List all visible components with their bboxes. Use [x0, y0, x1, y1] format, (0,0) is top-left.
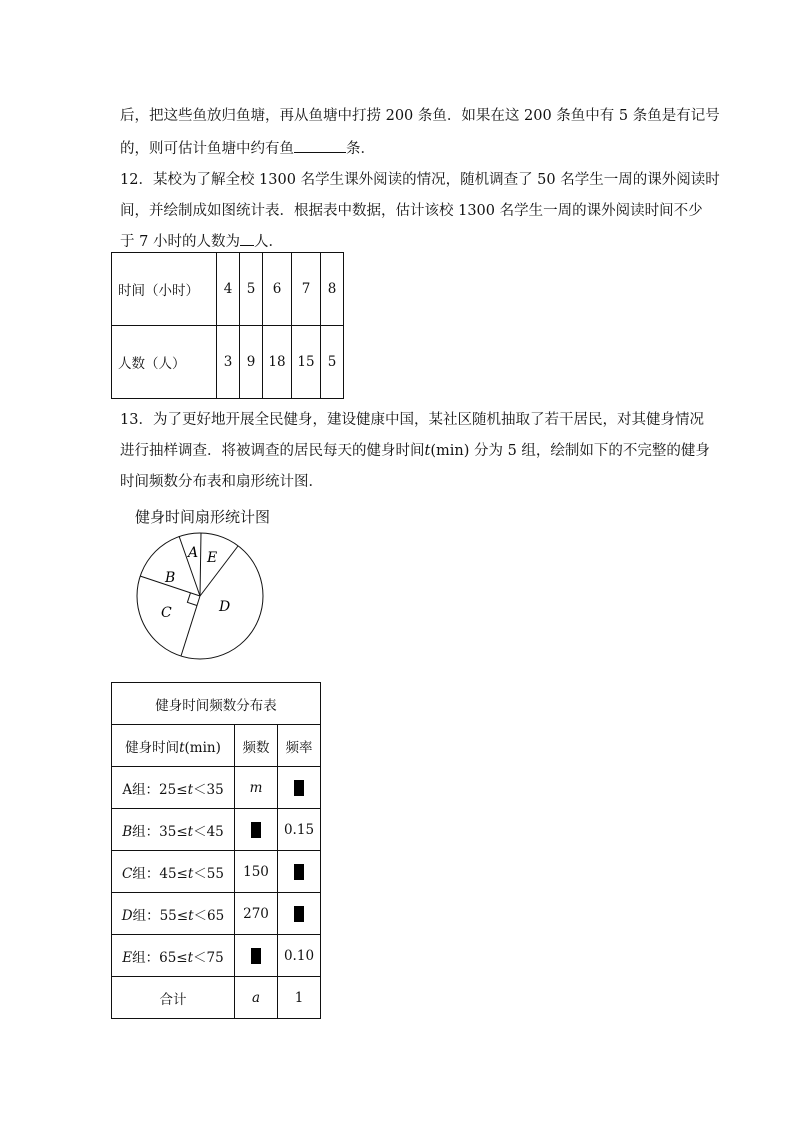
- total-label: 合计: [112, 977, 235, 1019]
- frequency-cell: m: [235, 767, 278, 809]
- group-range: 组：65≤: [132, 949, 188, 966]
- count-cell: 5: [321, 326, 344, 399]
- count-cell: 3: [217, 326, 240, 399]
- variable-t: t: [187, 781, 193, 798]
- pie-label-a: A: [188, 545, 199, 561]
- total-frequency: a: [235, 977, 278, 1019]
- rate-cell: [278, 893, 321, 935]
- variable-t: t: [179, 739, 185, 756]
- blank-box: [294, 906, 304, 922]
- pie-label-e: E: [207, 550, 218, 566]
- group-range: 组：55≤: [132, 907, 189, 924]
- group-letter: C: [122, 865, 133, 882]
- row-label-count: 人数（人）: [112, 326, 217, 399]
- table-row: [112, 253, 344, 326]
- group-range: 组：25≤: [132, 781, 188, 798]
- blank-box: [294, 864, 304, 880]
- hour-cell: 4: [217, 253, 240, 326]
- header-time: [112, 725, 235, 767]
- q11-line-2-end: 条．: [346, 141, 375, 157]
- frequency-cell: 270: [235, 893, 278, 935]
- group-letter: B: [122, 823, 133, 840]
- reading-time-table: [111, 252, 344, 399]
- group-range-end: ＜55: [193, 865, 224, 882]
- group-cell: [112, 809, 235, 851]
- frequency-cell: [235, 935, 278, 977]
- group-range: 组：45≤: [132, 865, 188, 882]
- variable-t: t: [187, 949, 194, 966]
- q12-line-3: [120, 230, 283, 251]
- q11-line-2: [120, 137, 375, 158]
- header-rate: 频率: [278, 725, 321, 767]
- pie-divider: [200, 533, 201, 596]
- hour-cell: 5: [240, 253, 263, 326]
- pie-label-c: C: [161, 605, 172, 621]
- q13-line-2: [120, 439, 710, 460]
- table-row: [112, 893, 321, 935]
- total-rate: 1: [278, 977, 321, 1019]
- group-letter: D: [121, 907, 133, 924]
- group-cell: [112, 851, 235, 893]
- count-cell: 15: [292, 326, 321, 399]
- q12-line-3-end: 人．: [253, 234, 283, 250]
- table-title-row: [112, 683, 321, 725]
- header-time-text: 健身时间: [125, 739, 180, 756]
- table-row: [112, 767, 321, 809]
- rate-cell: [278, 851, 321, 893]
- table-title: 健身时间频数分布表: [112, 683, 321, 725]
- group-range-end: ＜75: [193, 949, 224, 966]
- table-total-row: [112, 977, 321, 1019]
- hour-cell: 8: [321, 253, 344, 326]
- q13-line-2-end: (min) 分为 5 组，绘制如下的不完整的健身: [430, 443, 710, 459]
- q12-line-2: 间，并绘制成如图统计表．根据表中数据，估计该校 1300 名学生一周的课外阅读时间不少: [120, 203, 703, 219]
- q13-line-2-text: 进行抽样调查．将被调查的居民每天的健身时间: [120, 443, 425, 459]
- table-row: [112, 935, 321, 977]
- group-cell: [112, 767, 235, 809]
- table-header-row: [112, 725, 321, 767]
- pie-label-d: D: [219, 599, 231, 615]
- group-range-end: ＜35: [193, 781, 224, 798]
- q13-line-3: 时间频数分布表和扇形统计图．: [120, 474, 323, 490]
- group-range-end: ＜65: [193, 907, 225, 924]
- q12-line-3-text: 于 7 小时的人数为: [120, 234, 240, 250]
- answer-blank: [240, 233, 254, 246]
- variable-t: t: [187, 865, 194, 882]
- pie-chart-title: 健身时间扇形统计图: [135, 508, 271, 526]
- pie-label-b: B: [165, 570, 176, 586]
- count-cell: 9: [240, 326, 263, 399]
- rate-cell: [278, 767, 321, 809]
- group-range-end: ＜45: [193, 823, 224, 840]
- table-row: [112, 809, 321, 851]
- q12-line-1: 12．某校为了解全校 1300 名学生课外阅读的情况，随机调查了 50 名学生一周的课外阅读时: [120, 172, 720, 188]
- frequency-distribution-table: [111, 682, 321, 1019]
- header-time-unit: (min): [184, 739, 221, 756]
- header-frequency: 频数: [235, 725, 278, 767]
- table-row: [112, 851, 321, 893]
- rate-cell: 0.10: [278, 935, 321, 977]
- hour-cell: 7: [292, 253, 321, 326]
- q11-line-2-text: 的，则可估计鱼塘中约有鱼: [120, 141, 294, 157]
- frequency-cell: [235, 809, 278, 851]
- variable-t: t: [188, 907, 194, 924]
- blank-box: [294, 780, 304, 796]
- group-range: 组：35≤: [132, 823, 188, 840]
- group-letter: A: [122, 781, 133, 798]
- blank-box: [251, 822, 261, 838]
- fitness-pie-chart: [134, 530, 268, 662]
- frequency-cell: 150: [235, 851, 278, 893]
- table-row: [112, 326, 344, 399]
- answer-blank: [294, 140, 346, 153]
- q13-line-1: 13．为了更好地开展全民健身，建设健康中国，某社区随机抽取了若干居民，对其健身情况: [120, 412, 704, 428]
- pie-divider: [181, 596, 200, 656]
- pie-divider: [200, 546, 238, 596]
- hour-cell: 6: [263, 253, 292, 326]
- row-label-time: 时间（小时）: [112, 253, 217, 326]
- group-cell: [112, 893, 235, 935]
- group-letter: E: [122, 949, 133, 966]
- count-cell: 18: [263, 326, 292, 399]
- q11-line-1: 后，把这些鱼放归鱼塘，再从鱼塘中打捞 200 条鱼．如果在这 200 条鱼中有 5 条鱼是有记号: [120, 108, 720, 124]
- rate-cell: 0.15: [278, 809, 321, 851]
- blank-box: [251, 948, 261, 964]
- variable-t: t: [424, 443, 431, 459]
- variable-t: t: [187, 823, 194, 840]
- group-cell: [112, 935, 235, 977]
